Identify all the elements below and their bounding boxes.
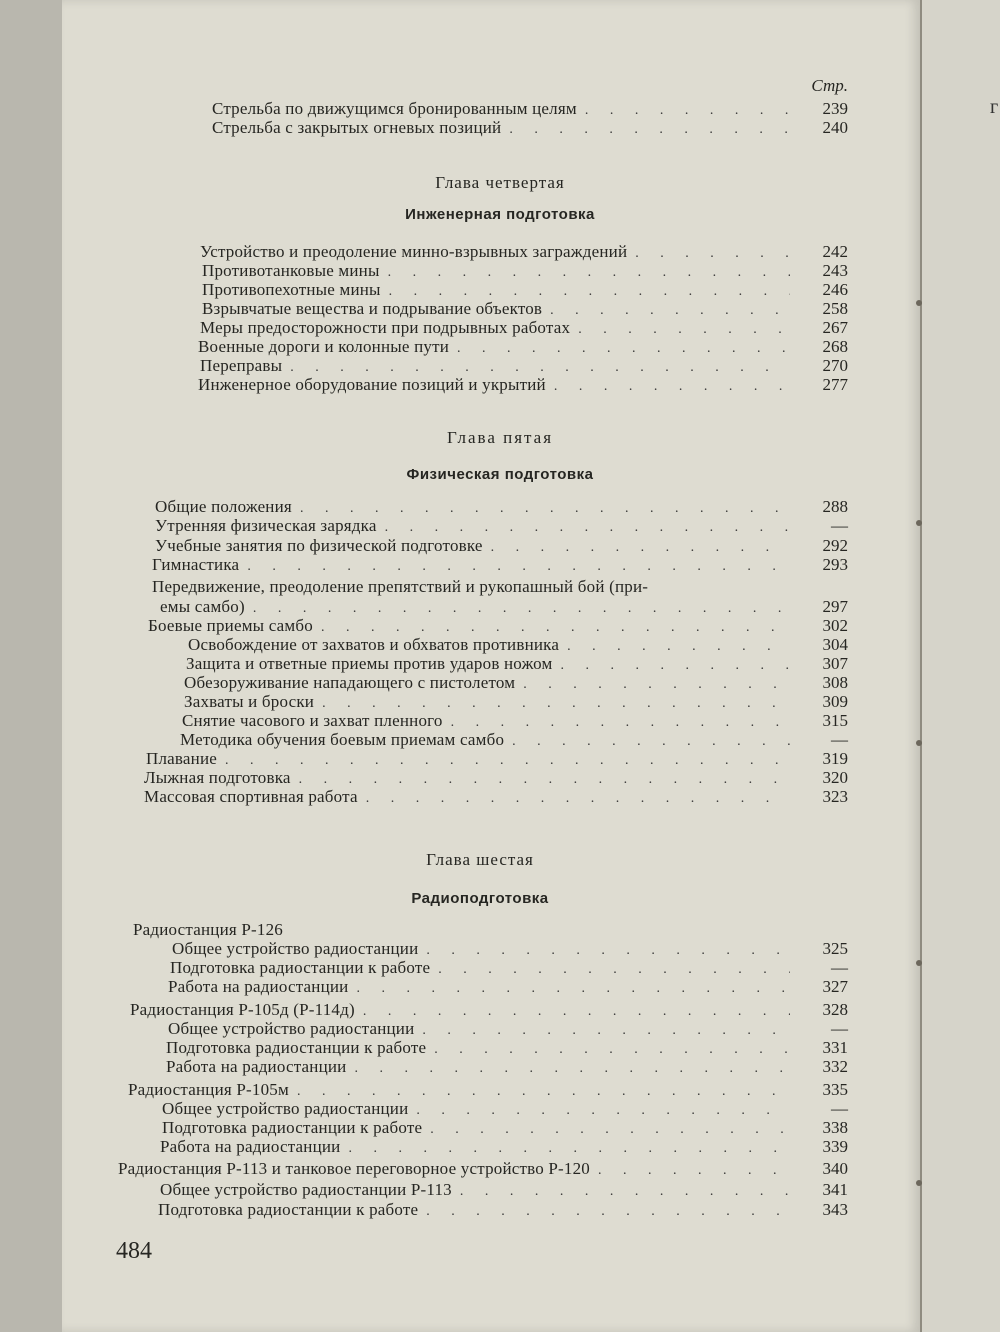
toc-entry-page: — [831, 516, 848, 535]
toc-entry [160, 597, 790, 617]
toc-entry-title: Подготовка радиостанции к работе [158, 1200, 419, 1219]
chapter-4-heading: Глава четвертая [435, 173, 565, 192]
toc-entry-page: 332 [822, 1057, 848, 1076]
toc-entry-page: 307 [822, 654, 848, 673]
toc-entry [200, 242, 790, 262]
dot-leader [590, 1161, 790, 1181]
dot-leader [239, 557, 790, 577]
toc-entry [198, 375, 790, 395]
chapter-4-title: Инженерная подготовка [405, 206, 595, 223]
toc-entry-title: Подготовка радиостанции к работе [170, 958, 431, 977]
toc-entry-page: 292 [822, 536, 848, 555]
toc-entry-page: 338 [822, 1118, 848, 1137]
toc-entry [160, 1137, 790, 1157]
toc-entry [168, 1019, 790, 1039]
toc-entry [155, 536, 790, 556]
toc-entry-title: Радиостанция Р-113 и танковое переговорное устройство Р-120 [118, 1159, 591, 1178]
toc-entry-title: Лыжная подготовка [144, 768, 291, 787]
toc-entry-page: — [831, 958, 848, 977]
toc-entry-page: 315 [822, 711, 848, 730]
toc-entry-title: Переправы [200, 356, 283, 375]
dot-leader [349, 979, 791, 999]
page-column-header: Стр. [811, 76, 848, 95]
toc-entry-title: Стрельба по движущимся бронированным целям [212, 99, 577, 118]
toc-entry-page: 320 [822, 768, 848, 787]
toc-entry [200, 318, 790, 338]
dot-leader [347, 1059, 791, 1079]
toc-entry-page: 325 [822, 939, 848, 958]
toc-entry-title: Работа на радиостанции [168, 977, 349, 996]
toc-entry [212, 99, 790, 119]
toc-entry-page: — [831, 1099, 848, 1118]
toc-entry [144, 768, 790, 788]
toc-entry [152, 577, 790, 597]
dot-leader [377, 518, 790, 538]
toc-entry-title: Работа на радиостанции [166, 1057, 347, 1076]
toc-entry-title: Утренняя физическая зарядка [155, 516, 377, 535]
toc-entry-title: Военные дороги и колонные пути [198, 337, 450, 356]
toc-entry-title: емы самбо) [160, 597, 245, 616]
toc-entry-title: Противотанковые мины [202, 261, 380, 280]
toc-entry-title: Подготовка радиостанции к работе [166, 1038, 427, 1057]
toc-entry-title: Противопехотные мины [202, 280, 381, 299]
page-number: 484 [116, 1238, 152, 1264]
toc-entry [158, 1200, 790, 1220]
toc-entry [202, 299, 790, 319]
toc-entry-page: 340 [822, 1159, 848, 1178]
dot-leader [546, 377, 790, 397]
toc-entry-page: 288 [822, 497, 848, 516]
toc-entry [162, 1099, 790, 1119]
toc-entry-title: Меры предосторожности при подрывных работах [200, 318, 571, 337]
toc-entry-page: 308 [822, 673, 848, 692]
toc-entry-page: 268 [822, 337, 848, 356]
toc-entry-title: Учебные занятия по физической подготовке [155, 536, 483, 555]
toc-entry-title: Устройство и преодоление минно-взрывных заграждений [200, 242, 628, 261]
toc-entry-page: 331 [822, 1038, 848, 1057]
toc-entry-page: 297 [822, 597, 848, 616]
toc-entry [198, 337, 790, 357]
toc-entry-title: Захваты и броски [184, 692, 315, 711]
toc-entry [212, 118, 790, 138]
toc-entry-page: 319 [822, 749, 848, 768]
toc-entry-page: — [831, 1019, 848, 1038]
dot-leader [341, 1139, 791, 1159]
toc-entry [202, 261, 790, 281]
toc-entry-title: Методика обучения боевым приемам самбо [180, 730, 505, 749]
toc-entry-page: 304 [822, 635, 848, 654]
toc-entry-page: 240 [822, 118, 848, 137]
toc-entry-page: 327 [822, 977, 848, 996]
toc-entry [155, 516, 790, 536]
toc-entry [168, 977, 790, 997]
toc-entry-title: Защита и ответные приемы против ударов ножом [186, 654, 553, 673]
toc-entry-page: 341 [822, 1180, 848, 1199]
chapter-5-heading: Глава пятая [446, 428, 554, 447]
toc-entry [200, 356, 790, 376]
toc-entry [144, 787, 790, 807]
toc-entry [152, 555, 790, 575]
toc-entry-title: Работа на радиостанции [160, 1137, 341, 1156]
toc-entry-title: Радиостанция Р-105м [128, 1080, 289, 1099]
toc-entry-page: 258 [822, 299, 848, 318]
toc-entry [146, 749, 790, 769]
dot-leader [501, 120, 790, 140]
toc-entry [184, 692, 790, 712]
toc-entry-title: Обезоруживание нападающего с пистолетом [184, 673, 516, 692]
toc-entry [148, 616, 790, 636]
dot-leader [452, 1182, 790, 1202]
toc-entry-title: Гимнастика [152, 555, 240, 574]
toc-entry [202, 280, 790, 300]
toc-entry [166, 1038, 790, 1058]
toc-entry-page: 246 [822, 280, 848, 299]
toc-entry [182, 711, 790, 731]
toc-entry-title: Взрывчатые вещества и подрывание объектов [202, 299, 543, 318]
chapter-6-heading: Глава шестая [426, 850, 534, 869]
toc-entry-title: Массовая спортивная работа [144, 787, 358, 806]
chapter-5-title: Физическая подготовка [406, 466, 594, 483]
right-page-fragment: г [990, 96, 999, 118]
toc-entry [155, 497, 790, 517]
toc-entry [188, 635, 790, 655]
toc-entry-page: 323 [822, 787, 848, 806]
toc-entry [128, 1080, 790, 1100]
toc-entry-title: Подготовка радиостанции к работе [162, 1118, 423, 1137]
chapter-6-title: Радиоподготовка [411, 890, 549, 907]
toc-entry [186, 654, 790, 674]
dot-leader [358, 789, 790, 809]
toc-entry-page: 302 [822, 616, 848, 635]
dot-leader [418, 1202, 790, 1222]
toc-entry-page: 239 [822, 99, 848, 118]
toc-entry-title: Радиостанция Р-105д (Р-114д) [130, 1000, 355, 1019]
toc-entry-page: 243 [822, 261, 848, 280]
toc-entry-title: Инженерное оборудование позиций и укрытий [198, 375, 546, 394]
toc-entry-title: Снятие часового и захват пленного [182, 711, 443, 730]
toc-entry [172, 939, 790, 959]
toc-entry-title: Освобождение от захватов и обхватов противника [188, 635, 560, 654]
toc-entry-title: Общее устройство радиостанции [168, 1019, 415, 1038]
toc-entry-page: 242 [822, 242, 848, 261]
toc-entry [162, 1118, 790, 1138]
toc-entry-page: 328 [822, 1000, 848, 1019]
toc-entry-page: 335 [822, 1080, 848, 1099]
toc-entry-title: Общие положения [155, 497, 292, 516]
toc-entry-title: Общее устройство радиостанции [162, 1099, 409, 1118]
toc-entry-title: Плавание [146, 749, 217, 768]
toc-entry-page: 267 [822, 318, 848, 337]
toc-entry-title: Передвижение, преодоление препятствий и рукопашный бой (при- [152, 577, 649, 596]
toc-entry-title: Боевые приемы самбо [148, 616, 313, 635]
toc-entry [130, 1000, 790, 1020]
toc-entry [133, 920, 790, 940]
toc-entry-title: Общее устройство радиостанции Р-113 [160, 1180, 452, 1199]
toc-entry [180, 730, 790, 750]
toc-entry [166, 1057, 790, 1077]
toc-entry-title: Стрельба с закрытых огневых позиций [212, 118, 502, 137]
toc-entry-page: 339 [822, 1137, 848, 1156]
toc-entry-page: 309 [822, 692, 848, 711]
toc-entry-page: 270 [822, 356, 848, 375]
toc-entry-page: 343 [822, 1200, 848, 1219]
toc-entry-page: 293 [822, 555, 848, 574]
toc-entry [184, 673, 790, 693]
toc-entry-title: Общее устройство радиостанции [172, 939, 419, 958]
toc-entry [170, 958, 790, 978]
toc-entry-page: 277 [822, 375, 848, 394]
toc-entry [118, 1159, 790, 1179]
toc-entry [160, 1180, 790, 1200]
toc-entry-page: — [831, 730, 848, 749]
toc-entry-title: Радиостанция Р-126 [133, 920, 283, 939]
